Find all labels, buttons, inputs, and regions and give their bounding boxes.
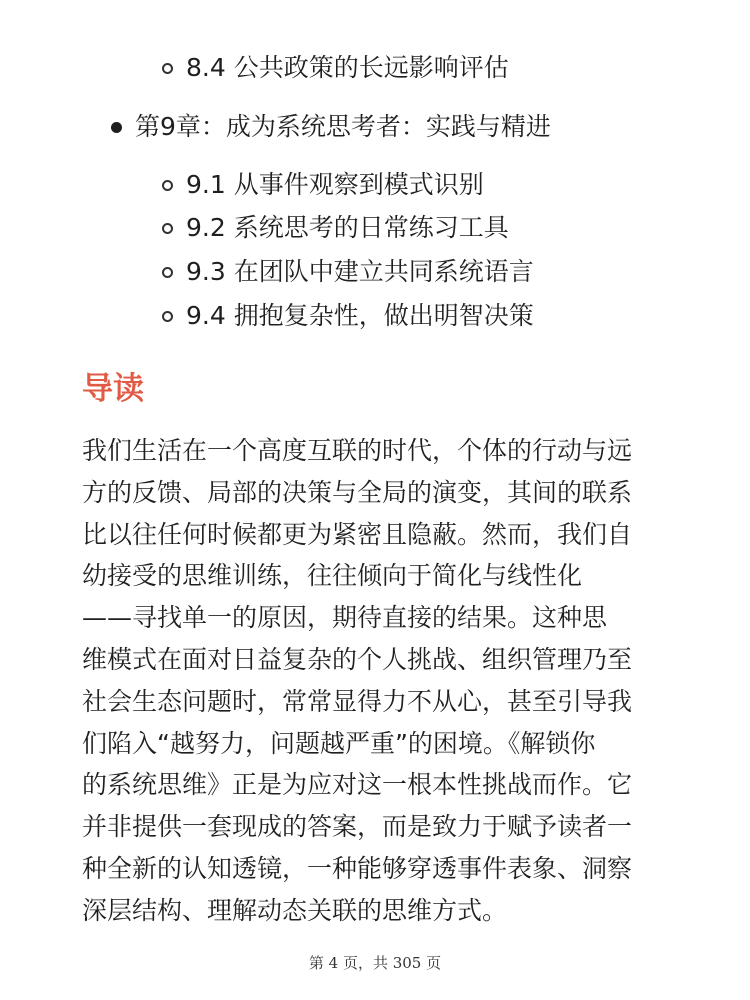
paragraph-line: 种全新的认知透镜，一种能够穿透事件表象、洞察 — [82, 853, 633, 883]
toc-item-label: 9.3 在团队中建立共同系统语言 — [186, 257, 534, 286]
page-number-footer: 第 4 页，共 305 页 — [308, 954, 442, 972]
toc-item-9-2[interactable] — [162, 208, 509, 248]
paragraph-line: 社会生态问题时，常常显得力不从心，甚至引导我 — [82, 686, 633, 716]
hollow-circle-bullet-icon — [162, 63, 173, 74]
hollow-circle-bullet-icon — [162, 223, 173, 234]
body-paragraph — [82, 430, 668, 932]
toc-item-label: 8.4 公共政策的长远影响评估 — [186, 53, 509, 82]
paragraph-line: 比以往任何时候都更为紧密且隐蔽。然而，我们自 — [82, 519, 633, 549]
toc-item-9-4[interactable] — [162, 296, 534, 336]
toc-item-9-3[interactable] — [162, 252, 534, 292]
toc-item-label: 9.2 系统思考的日常练习工具 — [186, 213, 509, 242]
toc-item-label: 第9章：成为系统思考者：实践与精进 — [135, 112, 551, 141]
paragraph-line: 的系统思维》正是为应对这一根本性挑战而作。它 — [82, 770, 633, 800]
toc-item-chapter-9[interactable] — [111, 107, 551, 147]
toc-item-8-4[interactable] — [162, 48, 509, 88]
section-heading: 导读 — [82, 371, 144, 407]
solid-circle-bullet-icon — [111, 122, 122, 133]
paragraph-line: 并非提供一套现成的答案，而是致力于赋予读者一 — [82, 812, 633, 842]
paragraph-line: 们陷入“越努力，问题越严重”的困境。《解锁你 — [82, 728, 596, 758]
toc-item-9-1[interactable] — [162, 165, 484, 205]
paragraph-line: 维模式在面对日益复杂的个人挑战、组织管理乃至 — [82, 644, 633, 674]
paragraph-line: ——寻找单一的原因，期待直接的结果。这种思 — [82, 603, 608, 633]
paragraph-line: 方的反馈、局部的决策与全局的演变，其间的联系 — [82, 477, 633, 507]
paragraph-line: 幼接受的思维训练，往往倾向于简化与线性化 — [82, 561, 583, 591]
paragraph-line: 深层结构、理解动态关联的思维方式。 — [82, 895, 508, 925]
hollow-circle-bullet-icon — [162, 267, 173, 278]
paragraph-line: 我们生活在一个高度互联的时代，个体的行动与远 — [82, 436, 633, 465]
toc-item-label: 9.4 拥抱复杂性，做出明智决策 — [186, 301, 534, 330]
hollow-circle-bullet-icon — [162, 180, 173, 191]
hollow-circle-bullet-icon — [162, 311, 173, 322]
toc-item-label: 9.1 从事件观察到模式识别 — [186, 170, 484, 199]
